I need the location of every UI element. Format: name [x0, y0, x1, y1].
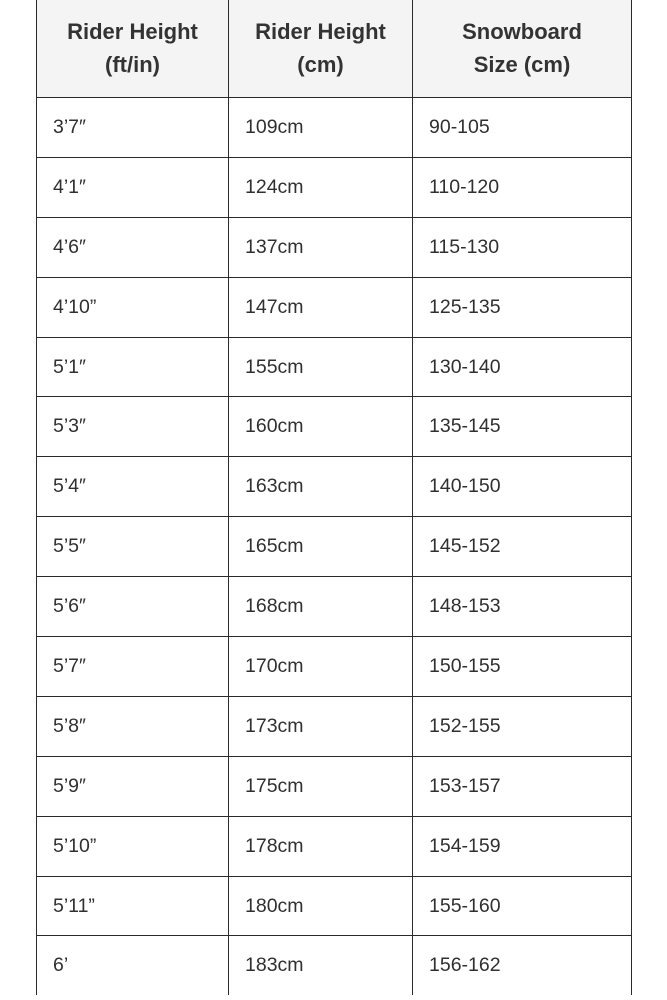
cell-rider-height-cm: 170cm	[229, 637, 413, 697]
table-row	[37, 936, 632, 995]
cell-rider-height-cm: 175cm	[229, 756, 413, 816]
cell-snowboard-size: 115-130	[413, 217, 632, 277]
table-row	[37, 277, 632, 337]
cell-rider-height-ftin: 5’4″	[37, 457, 229, 517]
header-snowboard-size	[413, 0, 632, 98]
header-label: Snowboard Size (cm)	[462, 19, 582, 77]
cell-snowboard-size: 148-153	[413, 577, 632, 637]
cell-snowboard-size: 130-140	[413, 337, 632, 397]
table-header	[37, 0, 632, 98]
table-row	[37, 157, 632, 217]
table-row	[37, 337, 632, 397]
cell-snowboard-size: 156-162	[413, 936, 632, 995]
table-row	[37, 217, 632, 277]
cell-snowboard-size: 110-120	[413, 157, 632, 217]
cell-rider-height-cm: 180cm	[229, 876, 413, 936]
table-row	[37, 756, 632, 816]
table-row	[37, 98, 632, 158]
cell-rider-height-ftin: 5’11”	[37, 876, 229, 936]
table-row	[37, 517, 632, 577]
cell-rider-height-cm: 173cm	[229, 696, 413, 756]
cell-snowboard-size: 145-152	[413, 517, 632, 577]
cell-snowboard-size: 125-135	[413, 277, 632, 337]
cell-rider-height-ftin: 3’7″	[37, 98, 229, 158]
cell-rider-height-cm: 178cm	[229, 816, 413, 876]
cell-rider-height-ftin: 5’10”	[37, 816, 229, 876]
header-row	[37, 0, 632, 98]
cell-snowboard-size: 90-105	[413, 98, 632, 158]
table-row	[37, 457, 632, 517]
cell-rider-height-ftin: 4’10”	[37, 277, 229, 337]
table-row	[37, 816, 632, 876]
cell-rider-height-ftin: 6’	[37, 936, 229, 995]
cell-rider-height-ftin: 4’6″	[37, 217, 229, 277]
cell-rider-height-cm: 109cm	[229, 98, 413, 158]
header-rider-height-ftin	[37, 0, 229, 98]
header-rider-height-cm	[229, 0, 413, 98]
cell-snowboard-size: 152-155	[413, 696, 632, 756]
cell-rider-height-cm: 165cm	[229, 517, 413, 577]
cell-snowboard-size: 154-159	[413, 816, 632, 876]
header-label: Rider Height (cm)	[255, 19, 386, 77]
cell-rider-height-ftin: 5’1″	[37, 337, 229, 397]
cell-rider-height-cm: 183cm	[229, 936, 413, 995]
header-label: Rider Height (ft/in)	[67, 19, 198, 77]
cell-rider-height-ftin: 5’5″	[37, 517, 229, 577]
cell-rider-height-cm: 160cm	[229, 397, 413, 457]
table-body	[37, 98, 632, 996]
cell-rider-height-cm: 155cm	[229, 337, 413, 397]
cell-rider-height-ftin: 5’3″	[37, 397, 229, 457]
table-row	[37, 577, 632, 637]
cell-rider-height-ftin: 4’1″	[37, 157, 229, 217]
cell-snowboard-size: 140-150	[413, 457, 632, 517]
table-row	[37, 637, 632, 697]
cell-rider-height-ftin: 5’6″	[37, 577, 229, 637]
snowboard-size-table	[36, 0, 632, 995]
cell-snowboard-size: 135-145	[413, 397, 632, 457]
cell-rider-height-ftin: 5’7″	[37, 637, 229, 697]
cell-rider-height-cm: 163cm	[229, 457, 413, 517]
cell-rider-height-ftin: 5’9″	[37, 756, 229, 816]
cell-rider-height-cm: 137cm	[229, 217, 413, 277]
table-row	[37, 876, 632, 936]
cell-rider-height-cm: 168cm	[229, 577, 413, 637]
cell-rider-height-cm: 147cm	[229, 277, 413, 337]
table-row	[37, 696, 632, 756]
cell-rider-height-ftin: 5’8″	[37, 696, 229, 756]
table-row	[37, 397, 632, 457]
cell-snowboard-size: 155-160	[413, 876, 632, 936]
cell-snowboard-size: 153-157	[413, 756, 632, 816]
cell-rider-height-cm: 124cm	[229, 157, 413, 217]
cell-snowboard-size: 150-155	[413, 637, 632, 697]
